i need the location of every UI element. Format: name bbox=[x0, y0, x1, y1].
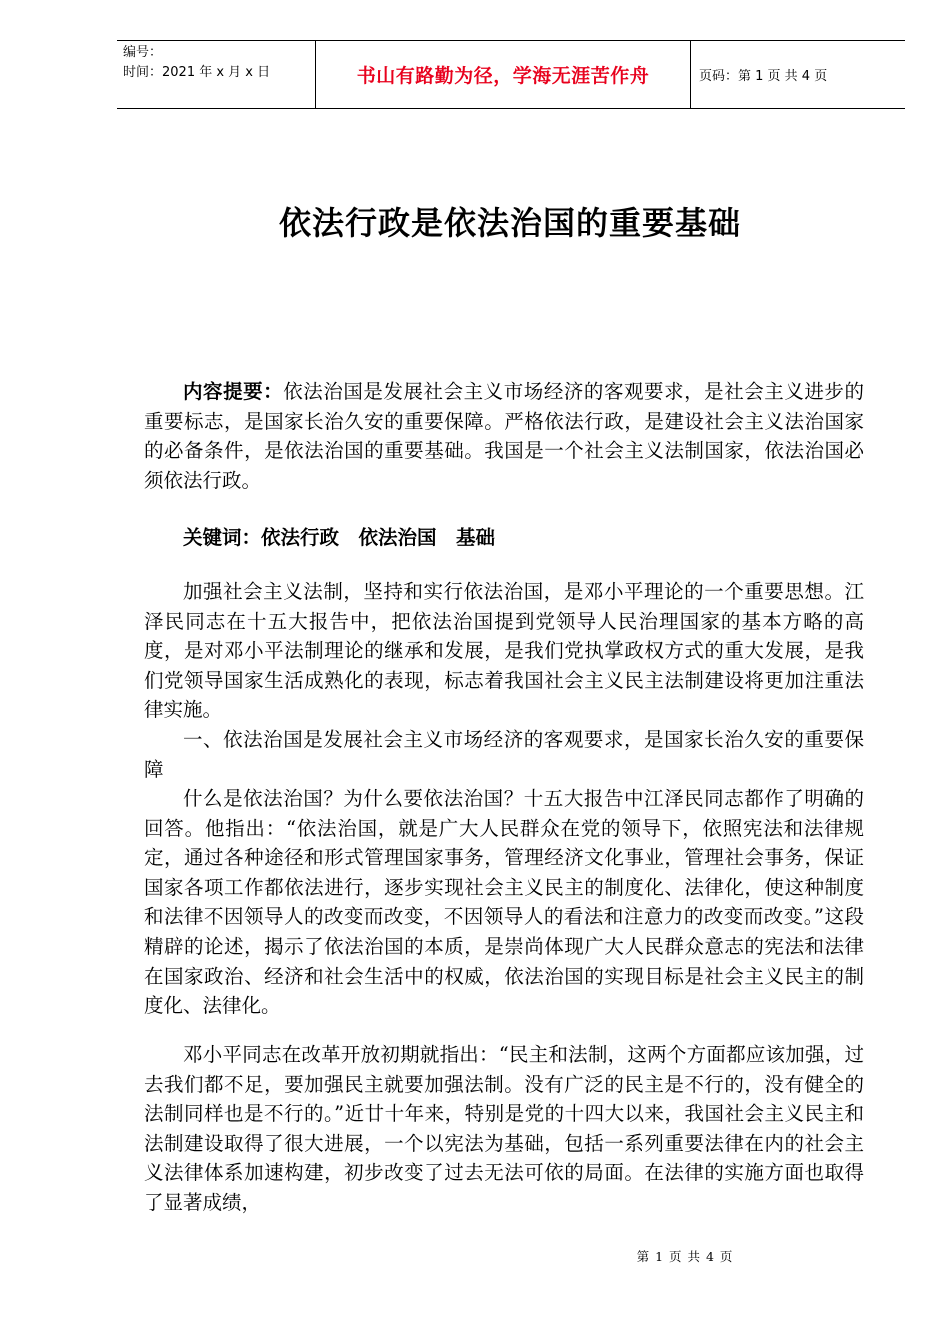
abstract-paragraph bbox=[144, 377, 864, 495]
time-label: 时间：2021 年 x 月 x 日 bbox=[123, 65, 271, 80]
number-label: 编号： bbox=[123, 45, 163, 60]
header-motto: 书山有路勤为径，学海无涯苦作舟 bbox=[315, 41, 691, 108]
keywords-text: 依法行政 依法治国 基础 bbox=[261, 526, 496, 549]
body-paragraph-3: 邓小平同志在改革开放初期就指出：“民主和法制，这两个方面都应该加强，过去我们都不足，要加强民主就要加强法制。没有广泛的民主是不行的，没有健全的法制同样也是不行的。”近廿十年来，特别是党的十四大以来，我国社会主义民主和法制建设取得了很大进展，一个以宪法为基础，包括一系列重要法律在内的社会主义法律体系加速构建，初步改变了过去无法可依的局面。在法律的实施方面也取得了显著成绩， bbox=[144, 1043, 864, 1214]
section-heading-1: 一、依法治国是发展社会主义市场经济的客观要求，是国家长治久安的重要保障 bbox=[144, 728, 864, 781]
page-footer: 第 1 页 共 4 页 bbox=[636, 1249, 734, 1264]
document-title: 依法行政是依法治国的重要基础 bbox=[278, 204, 741, 242]
body-paragraph-1: 加强社会主义法制，坚持和实行依法治国，是邓小平理论的一个重要思想。江泽民同志在十五大报告中，把依法治国提到党领导人民治理国家的基本方略的高度，是对邓小平法制理论的继承和发展，是我们党执掌政权方式的重大发展，是我们党领导国家生活成熟化的表现，标志着我国社会主义民主法制建设将更加注重法律实施。 bbox=[144, 580, 864, 722]
abstract-label: 内容提要： bbox=[183, 380, 284, 403]
body-paragraph-2: 什么是依法治国？为什么要依法治国？十五大报告中江泽民同志都作了明确的回答。他指出：“依法治国，就是广大人民群众在党的领导下，依照宪法和法律规定，通过各种途径和形式管理国家事务，管理经济文化事业，管理社会事务，保证国家各项工作都依法进行，逐步实现社会主义民主的制度化、法律化，使这种制度和法律不因领导人的改变而改变，不因领导人的看法和注意力的改变而改变。”这段精辟的论述，揭示了依法治国的本质，是崇尚体现广大人民群众意志的宪法和法律在国家政治、经济和社会生活中的权威，依法治国的实现目标是社会主义民主的制度化、法律化。 bbox=[144, 787, 864, 1018]
abstract-text: 依法治国是发展社会主义市场经济的客观要求，是社会主义进步的重要标志，是国家长治久安的重要保障。严格依法行政，是建设社会主义法治国家的必备条件，是依法治国的重要基础。我国是一个社会主义法制国家，依法治国必须依法行政。 bbox=[144, 380, 864, 492]
document-header bbox=[117, 40, 905, 109]
keywords-paragraph bbox=[144, 523, 864, 553]
header-page-info: 页码：第 1 页 共 4 页 bbox=[699, 69, 828, 84]
keywords-label: 关键词： bbox=[183, 526, 262, 549]
header-meta bbox=[117, 41, 315, 108]
